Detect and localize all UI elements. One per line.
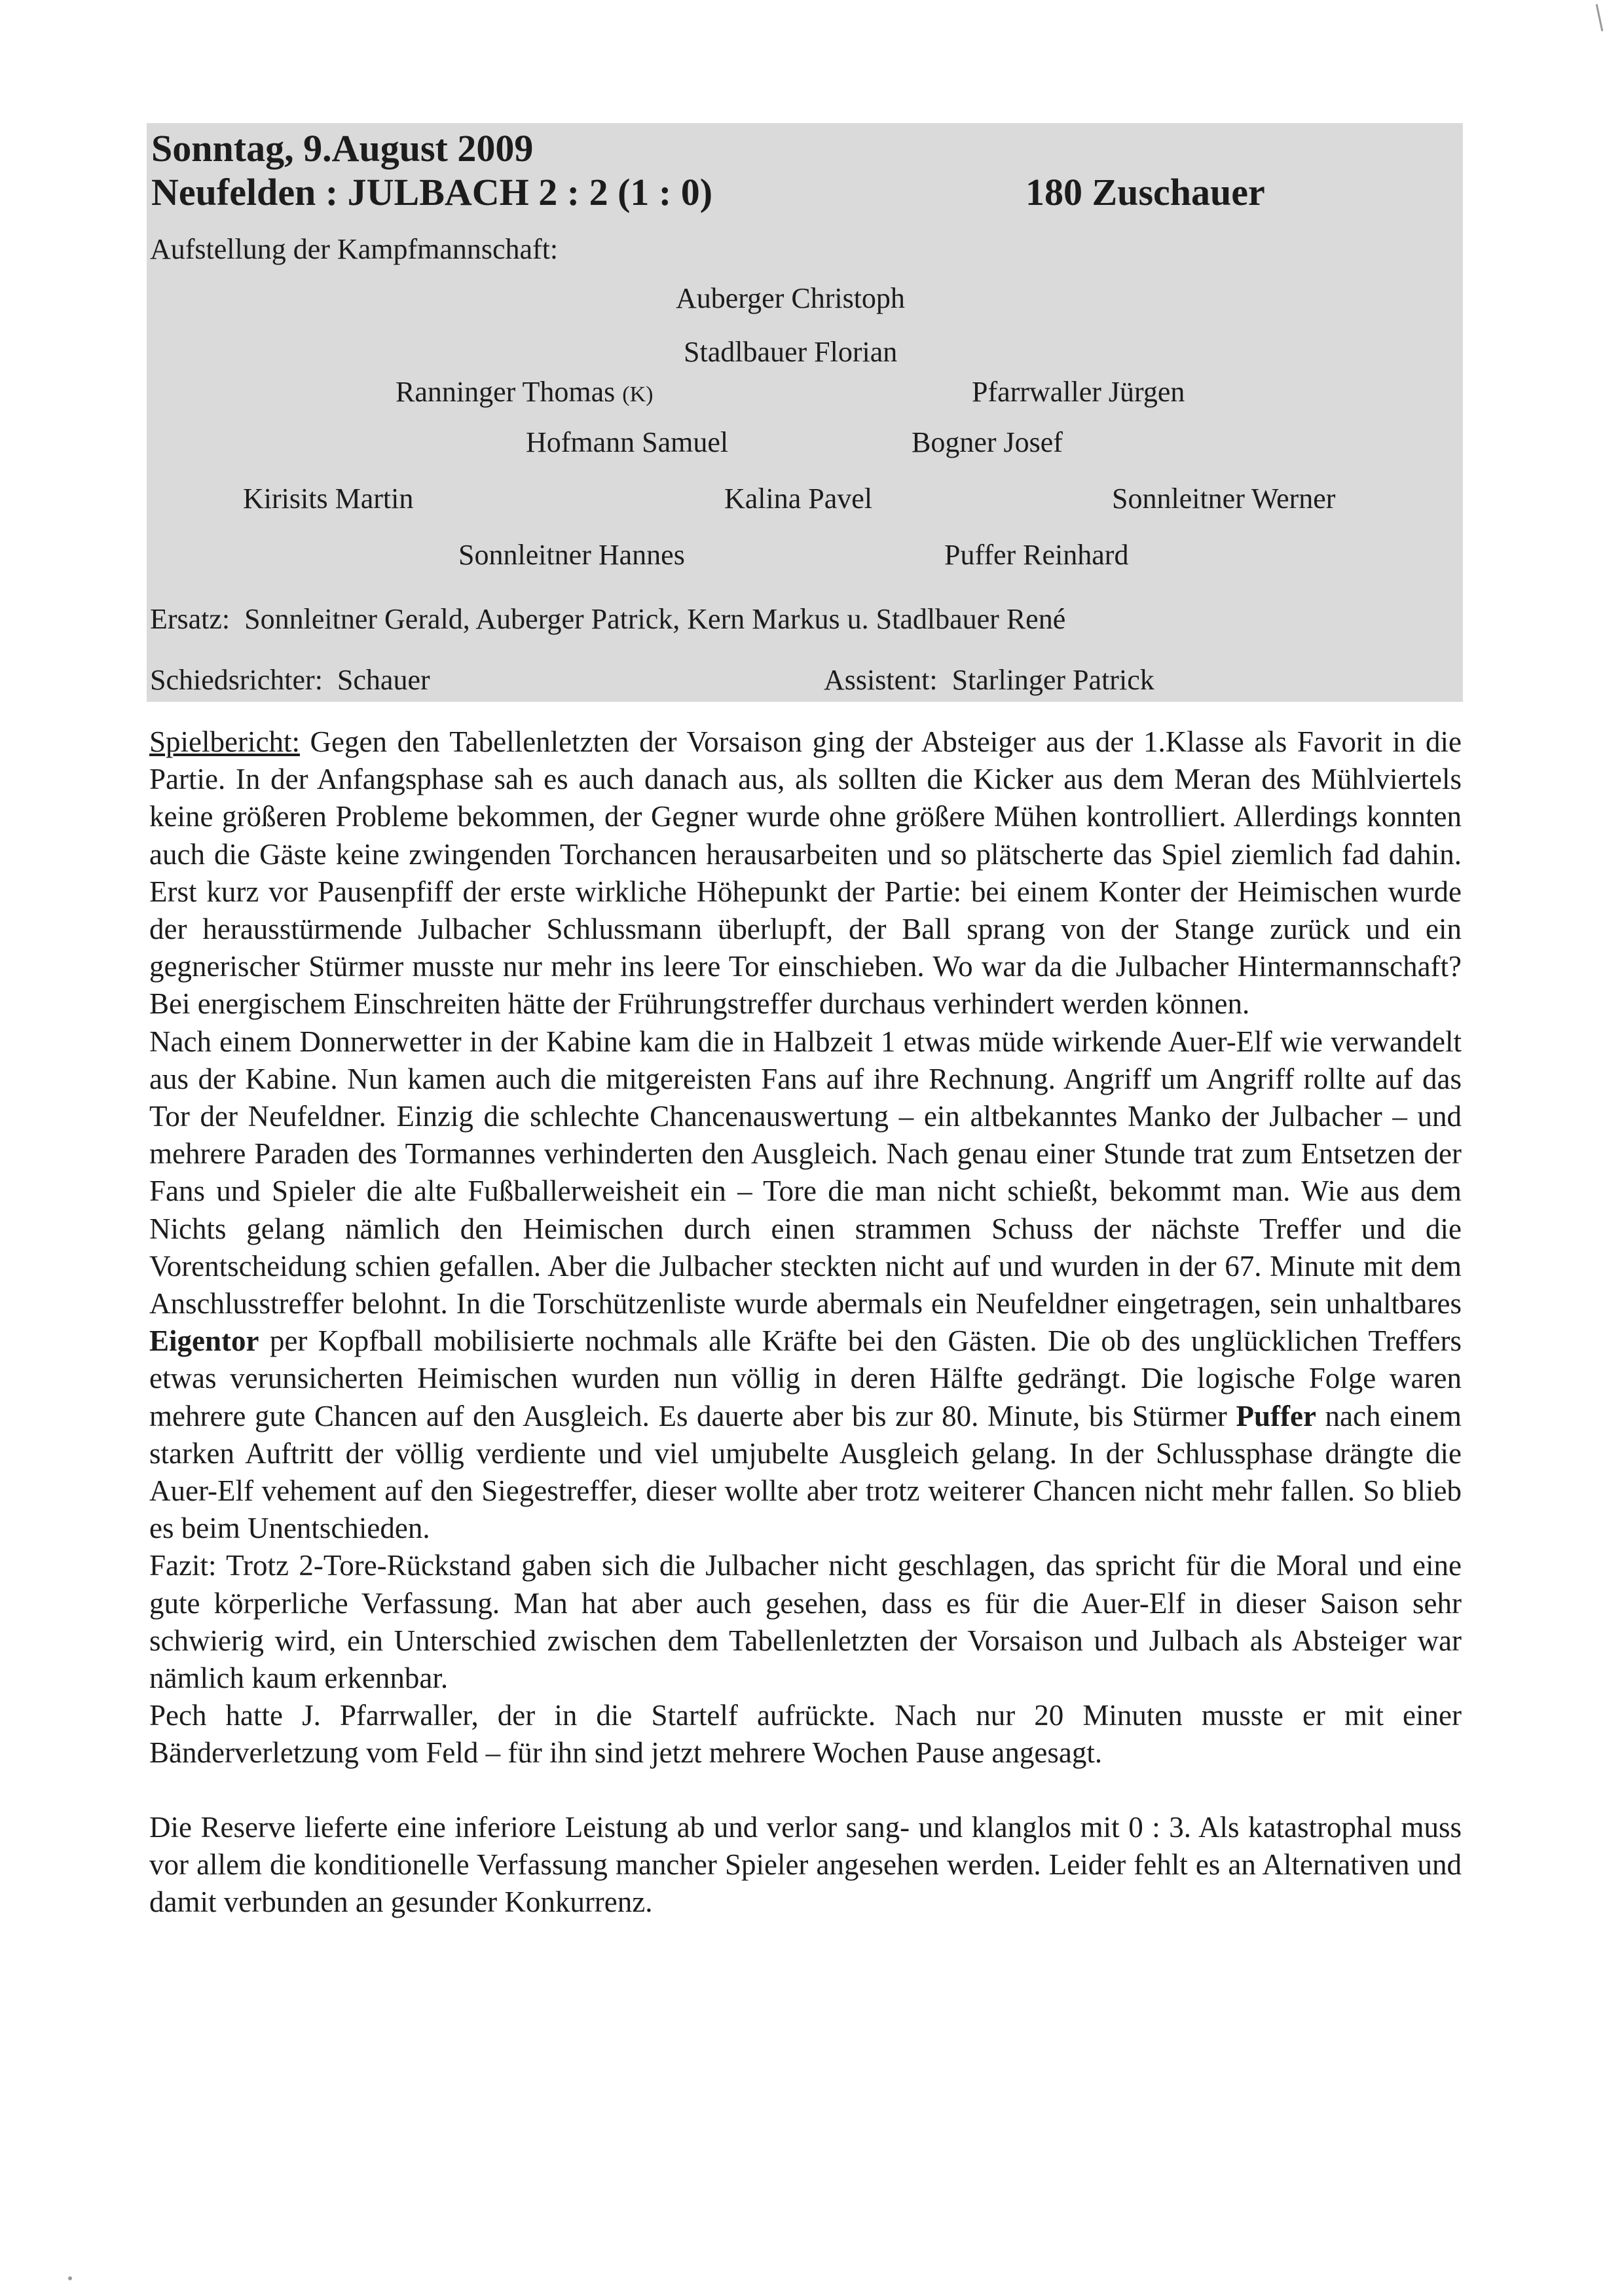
report-paragraph-3: Fazit: Trotz 2-Tore-Rückstand gaben sich die Julbacher nicht geschlagen, das spricht für die Moral und eine gute körperliche Verfassung. Man hat aber auch gesehen, dass es für die Auer-Elf in dieser Saison sehr schwierig wird, ein Unterschied zwischen dem Tabellenletzten der Vorsaison und Julbach als Absteiger war nämlich kaum erkennbar.: [149, 1549, 1462, 1695]
report-highlight: Puffer: [1236, 1399, 1316, 1432]
player-def-right: Pfarrwaller Jürgen: [972, 376, 1185, 408]
player-fwd-left: Sonnleitner Hannes: [458, 539, 685, 571]
player-goalkeeper: Auberger Christoph: [676, 282, 905, 314]
match-report: [149, 723, 1462, 1921]
assistant-label: Assistent:: [824, 664, 938, 696]
player-sweeper: Stadlbauer Florian: [684, 336, 898, 368]
report-paragraph-2: [149, 1023, 1462, 1548]
lineup-label: Aufstellung der Kampfmannschaft:: [150, 233, 559, 265]
spectators: 180 Zuschauer: [1025, 171, 1265, 213]
player-name: Ranninger Thomas: [396, 376, 616, 408]
report-text: per Kopfball mobilisierte nochmals alle Kräfte bei den Gästen. Die ob des unglücklichen Treffers etwas verunsicherten Heimischen wurden nun völlig in deren Hälfte gedrängt. Die logische Folge waren mehrere gute Chancen auf den Ausgleich. Es dauerte aber bis zur 80. Minute, bis Stürmer: [149, 1324, 1462, 1432]
player-fwd-right: Puffer Reinhard: [944, 539, 1129, 571]
player-mid-right: Bogner Josef: [912, 426, 1063, 458]
report-label: Spielbericht:: [149, 725, 300, 758]
report-text: Nach einem Donnerwetter in der Kabine kam die in Halbzeit 1 etwas müde wirkende Auer-Elf wie verwandelt aus der Kabine. Nun kamen auch die mitgereisten Fans auf ihre Rechnung. Angriff um Angriff rollte auf das Tor der Neufeldner. Einzig die schlechte Chancenauswertung – ein altbekanntes Manko der Julbacher – und mehrere Paraden des Tormannes verhinderten den Ausgleich. Nach genau einer Stunde trat zum Entsetzen der Fans und Spieler die alte Fußballerweisheit ein – Tore die man nicht schießt, bekommt man. Wie aus dem Nichts gelang nämlich den Heimischen durch einen strammen Schuss der nächste Treffer und die Vorentscheidung schien gefallen. Aber die Julbacher steckten nicht auf und wurden in der 67. Minute mit dem Anschlusstreffer belohnt. In die Torschützenliste wurde abermals ein Neufeldner eingetragen, sein unhaltbares: [149, 1025, 1462, 1321]
report-paragraph-4: Pech hatte J. Pfarrwaller, der in die Startelf aufrückte. Nach nur 20 Minuten musste er mit einer Bänderverletzung vom Feld – für ihn sind jetzt mehrere Wochen Pause angesagt.: [149, 1699, 1462, 1770]
report-text: Gegen den Tabellenletzten der Vorsaison ging der Absteiger aus der 1.Klasse als Favorit in die Partie. In der Anfangsphase sah es auch danach aus, als sollten die Kicker aus dem Meran des Mühlviertels keine größeren Probleme bekommen, der Gegner wurde ohne größere Mühen kontrolliert. Allerdings konnten auch die Gäste keine zwingenden Torchancen herausarbeiten und so plätscherte das Spiel ziemlich fad dahin. Erst kurz vor Pausenpfiff der erste wirkliche Höhepunkt der Partie: bei einem Konter der Heimischen wurde der herausstürmende Julbacher Schlussmann überlupft, der Ball sprang von der Stange zurück und ein gegnerischer Stürmer musste nur mehr ins leere Tor einschieben. Wo war da die Julbacher Hintermannschaft? Bei energischem Einschreiten hätte der Frührungstreffer durchaus verhindert werden können.: [149, 725, 1462, 1021]
substitutes-label: Ersatz:: [150, 603, 231, 635]
report-paragraph-5: Die Reserve lieferte eine inferiore Leistung ab und verlor sang- und klanglos mit 0 : 3. Als katastrophal muss vor allem die konditionelle Verfassung mancher Spieler angesehen werden. Leider fehlt es an Alternativen und damit verbunden an gesunder Konkurrenz.: [149, 1810, 1462, 1919]
player-wing-right: Sonnleitner Werner: [1112, 483, 1336, 515]
assistant-name: Starlinger Patrick: [951, 664, 1154, 696]
player-mid-left: Hofmann Samuel: [526, 426, 729, 458]
player-center: Kalina Pavel: [724, 483, 873, 515]
player-def-left: [396, 375, 653, 409]
match-teams: Neufelden : JULBACH: [151, 171, 529, 213]
report-highlight: Eigentor: [149, 1324, 259, 1358]
report-text: nach einem starken Auftritt der völlig verdiente und viel umjubelte Ausgleich gelang. In der Schlussphase drängte die Auer-Elf vehement auf den Siegestreffer, dieser wollte aber trotz weiterer Chancen nicht mehr fallen. So blieb es beim Unentschieden.: [149, 1399, 1462, 1545]
match-date: Sonntag, 9.August 2009: [151, 127, 534, 170]
referee-label: Schiedsrichter:: [150, 664, 323, 696]
match-title: [151, 170, 712, 214]
player-wing-left: Kirisits Martin: [243, 483, 414, 515]
referee-name: Schauer: [337, 664, 430, 696]
report-paragraph-1: [149, 723, 1462, 1023]
match-score: 2 : 2 (1 : 0): [538, 171, 713, 213]
substitutes-line: [150, 602, 1065, 636]
scan-mark: [1596, 4, 1604, 31]
scan-dot: [68, 2276, 72, 2280]
referee-line: [150, 663, 430, 697]
substitutes-names: Sonnleitner Gerald, Auberger Patrick, Kern Markus u. Stadlbauer René: [244, 603, 1066, 635]
assistant-line: [824, 663, 1154, 697]
captain-mark: (K): [622, 382, 654, 407]
